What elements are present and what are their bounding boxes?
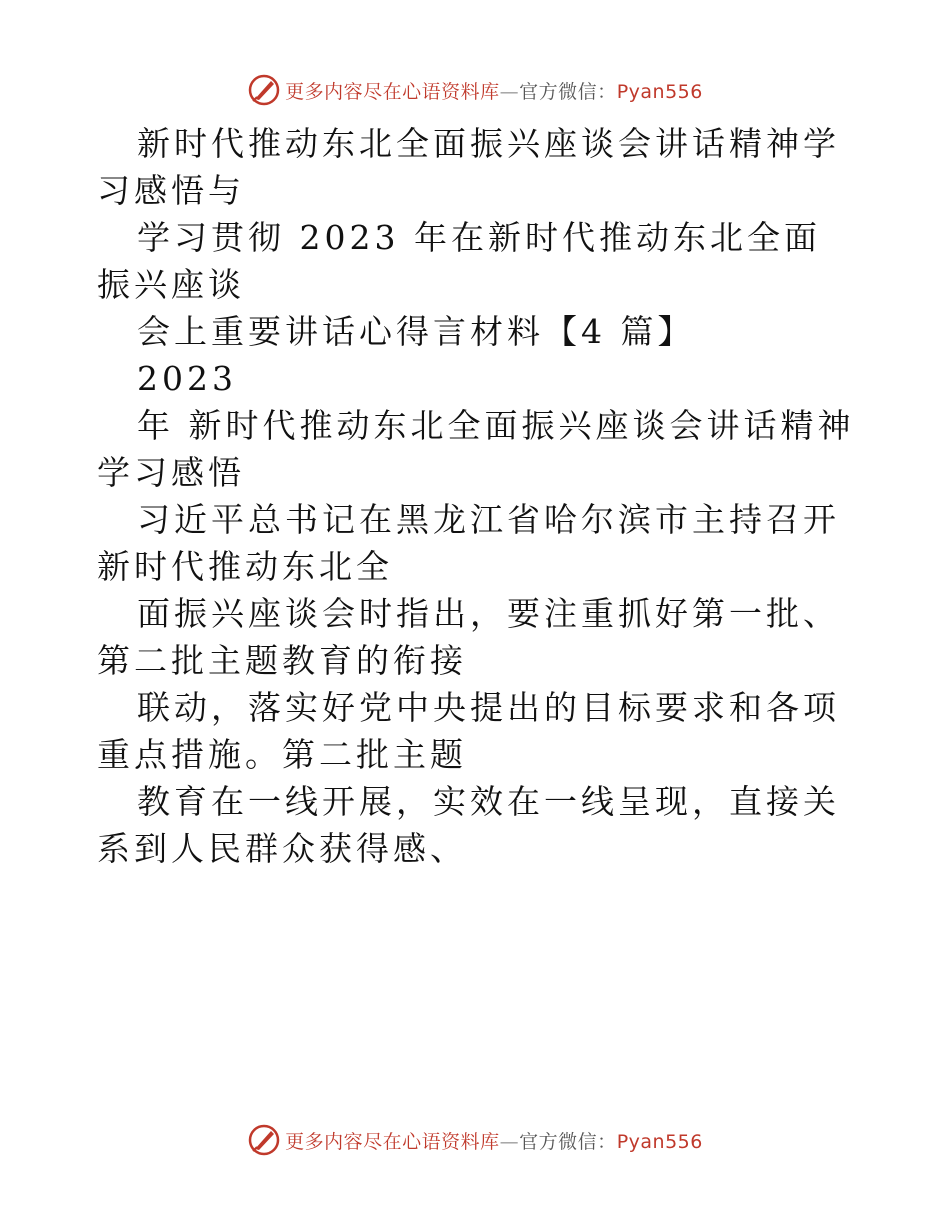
banner-text [285,1127,703,1154]
banner-separator: — [499,1130,520,1153]
banner-site-name: 更多内容尽在心语资料库 [285,80,500,103]
header-banner [0,70,950,110]
banner-wechat-label: 官方微信： [519,80,617,103]
paragraph-body-2: 面振兴座谈会时指出，要注重抓好第一批、第二批主题教育的衔接 [97,594,840,680]
paragraph-title-2: 学习贯彻 2023 年在新时代推动东北全面振兴座谈 [97,218,821,304]
paragraph-section-heading: 年 新时代推动东北全面振兴座谈会讲话精神学习感悟 [97,406,855,492]
banner-text [285,77,703,104]
paragraph-title-1: 新时代推动东北全面振兴座谈会讲话精神学习感悟与 [97,124,840,210]
paragraph-year: 2023 [137,359,237,398]
banner-separator: — [499,80,520,103]
banner-site-name: 更多内容尽在心语资料库 [285,1130,500,1153]
paragraph-body-4: 教育在一线开展，实效在一线呈现，直接关系到人民群众获得感、 [97,782,840,868]
paragraph-body-3: 联动，落实好党中央提出的目标要求和各项重点措施。第二批主题 [97,688,840,774]
paragraph-body-1: 习近平总书记在黑龙江省哈尔滨市主持召开新时代推动东北全 [97,500,840,586]
quill-logo-icon [247,1123,281,1157]
banner-wechat-label: 官方微信： [519,1130,617,1153]
banner-wechat-id: Pyan556 [616,80,703,103]
quill-logo-icon [247,73,281,107]
footer-banner [0,1120,950,1160]
document-body [97,120,857,872]
paragraph-title-3: 会上重要讲话心得言材料【4 篇】 [137,312,695,351]
banner-wechat-id: Pyan556 [616,1130,703,1153]
